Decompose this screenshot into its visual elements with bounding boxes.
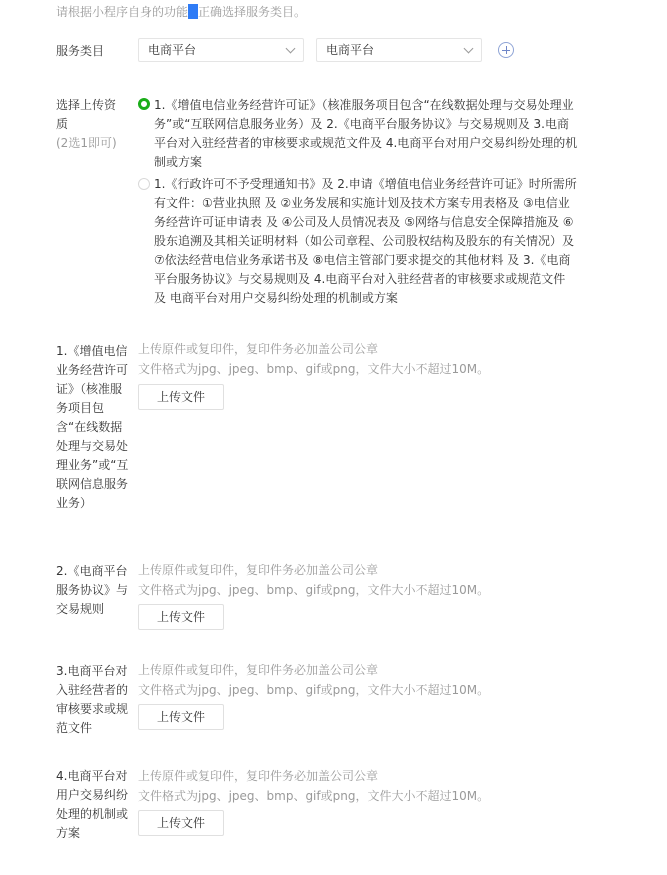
category-select-secondary[interactable] — [316, 38, 482, 62]
upload-4-hint-format: 文件格式为jpg、jpeg、bmp、gif或png，文件大小不超过10M。 — [138, 789, 490, 803]
upload-3-button[interactable]: 上传文件 — [138, 704, 224, 730]
upload-2-hint-format: 文件格式为jpg、jpeg、bmp、gif或png，文件大小不超过10M。 — [138, 583, 490, 597]
upload-1-label: 1.《增值电信业务经营许可证》（核准服务项目包含“在线数据处理与交易处理业务”或“互联网信息服务业务） — [56, 344, 129, 510]
category-select-primary-value: 电商平台 — [148, 43, 197, 57]
text-cursor-selection — [188, 4, 198, 19]
service-category-label: 服务类目 — [56, 44, 105, 58]
upload-4-button[interactable]: 上传文件 — [138, 810, 224, 836]
intro-text-part2: 正确选择服务类目。 — [198, 5, 307, 19]
upload-2-hint-stamp: 上传原件或复印件，复印件务必加盖公司公章 — [138, 563, 379, 577]
chevron-down-icon — [464, 44, 474, 54]
upload-1-hint-stamp: 上传原件或复印件，复印件务必加盖公司公章 — [138, 342, 379, 356]
upload-4-hint-stamp: 上传原件或复印件，复印件务必加盖公司公章 — [138, 769, 379, 783]
upload-2-button[interactable]: 上传文件 — [138, 604, 224, 630]
qualification-label: 选择上传资质 — [56, 98, 117, 131]
qualification-option-2-radio[interactable] — [138, 178, 150, 190]
qualification-sub-label: (2选1即可) — [56, 136, 117, 150]
category-select-secondary-value: 电商平台 — [326, 43, 375, 57]
qualification-option-1-text[interactable]: 1.《增值电信业务经营许可证》（核准服务项目包含“在线数据处理与交易处理业务”或“互联网信息服务业务）及 2.《电商平台服务协议》与交易规则及 3.电商平台对入驻经营者的审核要求或规范文件及 4.电商平台对用户交易纠纷处理的机制或方案 — [154, 98, 578, 169]
upload-3-hint-stamp: 上传原件或复印件，复印件务必加盖公司公章 — [138, 663, 379, 677]
upload-1-hint-format: 文件格式为jpg、jpeg、bmp、gif或png，文件大小不超过10M。 — [138, 362, 490, 376]
intro-text — [56, 3, 306, 20]
upload-3-hint-format: 文件格式为jpg、jpeg、bmp、gif或png，文件大小不超过10M。 — [138, 683, 490, 697]
intro-text-part1: 请根据小程序自身的功能 — [56, 5, 189, 19]
add-category-button[interactable] — [498, 42, 514, 58]
chevron-down-icon — [286, 44, 296, 54]
qualification-option-2-text[interactable]: 1.《行政许可不予受理通知书》及 2.申请《增值电信业务经营许可证》时所需所有文件：①营业执照 及 ②业务发展和实施计划及技术方案专用表格及 ③电信业务经营许可证申请表 及 ④公司及人员情况表及 ⑤网络与信息安全保障措施及 ⑥股东追溯及其相关证明材料（如公司章程、公司股权结构及股东的有关情况）及 ⑦依法经营电信业务承诺书及 ⑧电信主管部门要求提交的其他材料 及 3.《电商平台服务协议》与交易规则及 4.电商平台对入驻经营者的审核要求或规范文件 及 电商平台对用户交易纠纷处理的机制或方案 — [154, 177, 577, 305]
qualification-option-1-radio[interactable] — [138, 98, 150, 110]
category-select-primary[interactable] — [138, 38, 304, 62]
upload-2-label: 2.《电商平台服务协议》与交易规则 — [56, 564, 129, 616]
upload-4-label: 4.电商平台对用户交易纠纷处理的机制或方案 — [56, 769, 129, 840]
upload-3-label: 3.电商平台对入驻经营者的审核要求或规范文件 — [56, 664, 129, 735]
upload-1-button[interactable]: 上传文件 — [138, 384, 224, 410]
